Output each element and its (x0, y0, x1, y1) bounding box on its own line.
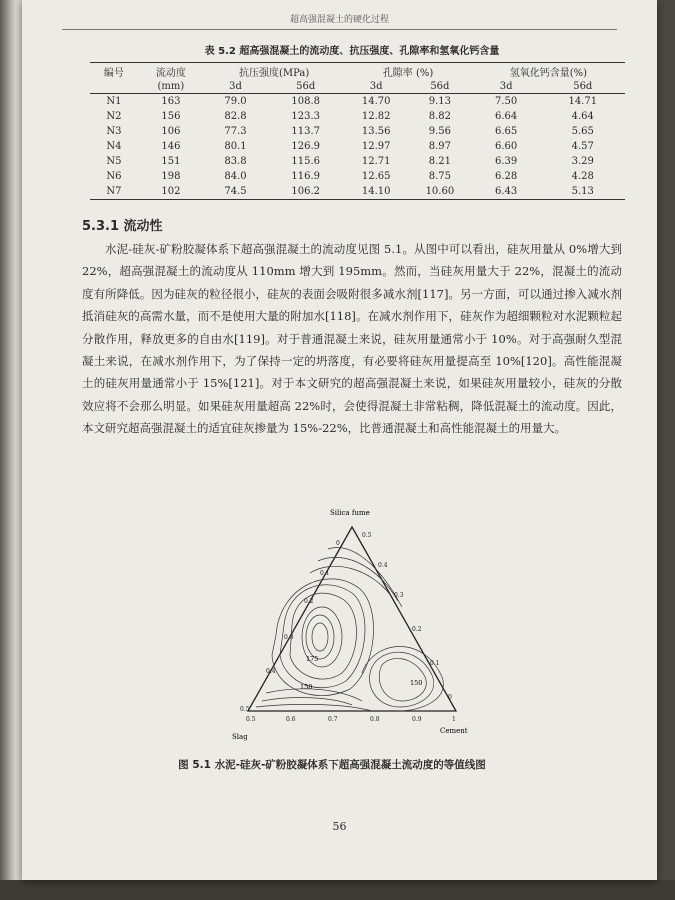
table-cell-p3: 13.56 (361, 126, 391, 137)
figure-caption: 图 5.1 水泥-硅灰-矿粉胶凝体系下超高强混凝土流动度的等值线图 (178, 759, 486, 771)
table-cell-p3: 12.97 (361, 141, 391, 152)
table-cell-s3: 82.8 (224, 111, 247, 122)
table-cell-c56: 3.29 (571, 156, 594, 167)
bottom-tick: 0.7 (328, 716, 338, 723)
table-cell-s56: 108.8 (291, 96, 321, 107)
page-number: 56 (332, 820, 347, 833)
table-cell-p56: 9.56 (428, 126, 452, 137)
left-tick: 0 (336, 540, 340, 547)
header-empty (90, 80, 138, 94)
table-cell-flow: 106 (161, 126, 181, 137)
running-header: 超高强混凝土的硬化过程 (62, 12, 617, 30)
header-ch-56d: 56d (541, 80, 625, 94)
header-porosity-56d: 56d (408, 80, 472, 94)
header-flow-unit: (mm) (138, 80, 204, 94)
table-cell-p56: 8.82 (428, 111, 452, 122)
right-tick: 0.1 (430, 660, 440, 667)
table-caption: 表 5.2 超高强混凝土的流动度、抗压强度、孔隙率和氢氧化钙含量 (204, 46, 500, 57)
table-cell-c3: 6.60 (495, 141, 518, 152)
table-row (90, 109, 625, 124)
table-row (90, 139, 625, 154)
vertex-label-silica-fume: Silica fume (330, 509, 370, 517)
vertex-label-slag: Slag (232, 733, 248, 741)
table-cell-s3: 80.1 (224, 141, 247, 152)
table-row (90, 154, 625, 169)
table-cell-p56: 9.13 (428, 96, 452, 107)
contour-label-175: 175 (306, 655, 319, 663)
table-cell-flow: 151 (161, 156, 181, 167)
table-cell-p56: 8.75 (428, 171, 452, 182)
bottom-axis-ticks (246, 716, 456, 723)
table-cell-flow: 163 (161, 96, 181, 107)
bottom-tick: 0.9 (412, 716, 422, 723)
vertex-label-cement: Cement (440, 727, 468, 735)
table-cell-id: N5 (106, 156, 122, 167)
table-cell-s3: 77.3 (224, 126, 247, 137)
table-cell-c3: 6.39 (495, 156, 518, 167)
right-tick: 0.2 (412, 626, 422, 633)
table-cell-c3: 6.43 (472, 184, 541, 200)
table-cell-id: N3 (106, 126, 122, 137)
data-table (90, 62, 625, 200)
body-paragraph: 水泥-硅灰-矿粉胶凝体系下超高强混凝土的流动度见图 5.1。从图中可以看出，硅灰用量从 0%增大到 22%，超高强混凝土的流动度从 110mm 增大到 195mm。然而，当硅灰用量大于 22%，混凝土的流动度有所降低。因为硅灰的粒径很小，硅灰的表面会吸附很多减水剂[117]。另一方面，可以通过掺入减水剂抵消硅灰的高需水量，而不是使用大量的附加水[118]。在减水剂作用下，硅灰作为超细颗粒对水泥颗粒起分散作用，释放更多的自由水[119]。对于普通混凝土来说，硅灰用量通常小于 10%。对于高强耐久型混凝土来说，在减水剂作用下，为了保持一定的坍落度，有必要将硅灰用量提高至 10%[120]。高性能混凝土的硅灰用量通常小于 15%[121]。对于本文研究的超高强混凝土来说，如果硅灰用量较小，硅灰的分散效应将不会那么明显。如果硅灰用量超高 22%时，会使得混凝土非常粘稠，降低混凝土的流动度。因此，本文研究超高强混凝土的适宜硅灰掺量为 15%-22%，比普通混凝土和高性能混凝土的用量大。 (82, 242, 622, 436)
table-cell-s3: 83.8 (224, 156, 247, 167)
book-spine-edge (0, 0, 22, 900)
left-tick: 0.4 (266, 668, 276, 675)
table-cell-p56: 10.60 (408, 184, 472, 200)
header-strength: 抗压强度(MPa) (204, 63, 344, 81)
table-cell-c3: 7.50 (495, 96, 518, 107)
table-cell-p56: 8.21 (428, 156, 452, 167)
table-cell-c3: 6.64 (495, 111, 518, 122)
left-tick: 0.2 (304, 598, 314, 605)
table-cell-c3: 6.28 (495, 171, 518, 182)
table-row (90, 124, 625, 139)
table-cell-flow: 156 (161, 111, 181, 122)
header-ch: 氢氧化钙含量(%) (472, 63, 625, 81)
right-tick: 0 (448, 694, 452, 701)
ternary-contour-figure (222, 505, 482, 745)
header-id: 编号 (90, 63, 138, 81)
table-cell-c56: 4.28 (571, 171, 594, 182)
table-cell-s56: 113.7 (291, 126, 321, 137)
table-cell-flow: 146 (161, 141, 181, 152)
table-cell-p3: 12.82 (361, 111, 391, 122)
left-tick: 0.3 (284, 634, 294, 641)
table-cell-p3: 14.10 (344, 184, 408, 200)
table-cell-p3: 14.70 (361, 96, 391, 107)
contour-label-150-right: 150 (410, 679, 423, 687)
section-heading: 5.3.1 流动性 (82, 219, 163, 234)
table-cell-c56: 5.13 (541, 184, 625, 200)
header-flow: 流动度 (138, 63, 204, 81)
table-row (90, 184, 625, 200)
bottom-tick: 0.5 (246, 716, 256, 723)
table-cell-p56: 8.97 (428, 141, 452, 152)
table-cell-c56: 5.65 (571, 126, 594, 137)
table-cell-id: N2 (106, 111, 122, 122)
table-cell-p3: 12.71 (361, 156, 391, 167)
header-strength-3d: 3d (204, 80, 267, 94)
bottom-tick: 0.6 (286, 716, 296, 723)
right-axis-ticks (362, 532, 452, 701)
table-cell-flow: 102 (138, 184, 204, 200)
contour-label-150-left: 150 (300, 683, 313, 691)
table-cell-c56: 4.64 (571, 111, 594, 122)
table-cell-s56: 106.2 (267, 184, 344, 200)
table-cell-id: N6 (106, 171, 122, 182)
table-row (90, 94, 625, 110)
background-shadow (0, 880, 675, 900)
header-strength-56d: 56d (267, 80, 344, 94)
right-tick: 0.3 (394, 592, 404, 599)
header-ch-3d: 3d (472, 80, 541, 94)
table-cell-s3: 84.0 (224, 171, 247, 182)
left-tick: 0.1 (320, 570, 330, 577)
document-page (22, 0, 657, 880)
ternary-plot (222, 505, 482, 745)
bottom-tick: 0.8 (370, 716, 380, 723)
right-tick: 0.5 (362, 532, 372, 539)
table-body (90, 94, 625, 200)
table-cell-id: N1 (106, 96, 122, 107)
table-cell-s56: 126.9 (291, 141, 321, 152)
header-porosity: 孔隙率 (%) (344, 63, 471, 81)
left-tick: 0.5 (240, 706, 250, 713)
right-tick: 0.4 (378, 562, 388, 569)
table-cell-id: N4 (106, 141, 122, 152)
table-row (90, 169, 625, 184)
table-cell-s3: 74.5 (204, 184, 267, 200)
table-cell-c3: 6.65 (495, 126, 518, 137)
header-porosity-3d: 3d (344, 80, 408, 94)
table-cell-c56: 14.71 (568, 96, 598, 107)
table-cell-s56: 115.6 (291, 156, 321, 167)
table-cell-c56: 4.57 (571, 141, 594, 152)
table-cell-s56: 116.9 (291, 171, 321, 182)
table-cell-flow: 198 (161, 171, 181, 182)
table-cell-s56: 123.3 (291, 111, 321, 122)
bottom-tick: 1 (452, 716, 456, 723)
table-cell-p3: 12.65 (361, 171, 391, 182)
table-cell-s3: 79.0 (224, 96, 247, 107)
table-cell-id: N7 (90, 184, 138, 200)
